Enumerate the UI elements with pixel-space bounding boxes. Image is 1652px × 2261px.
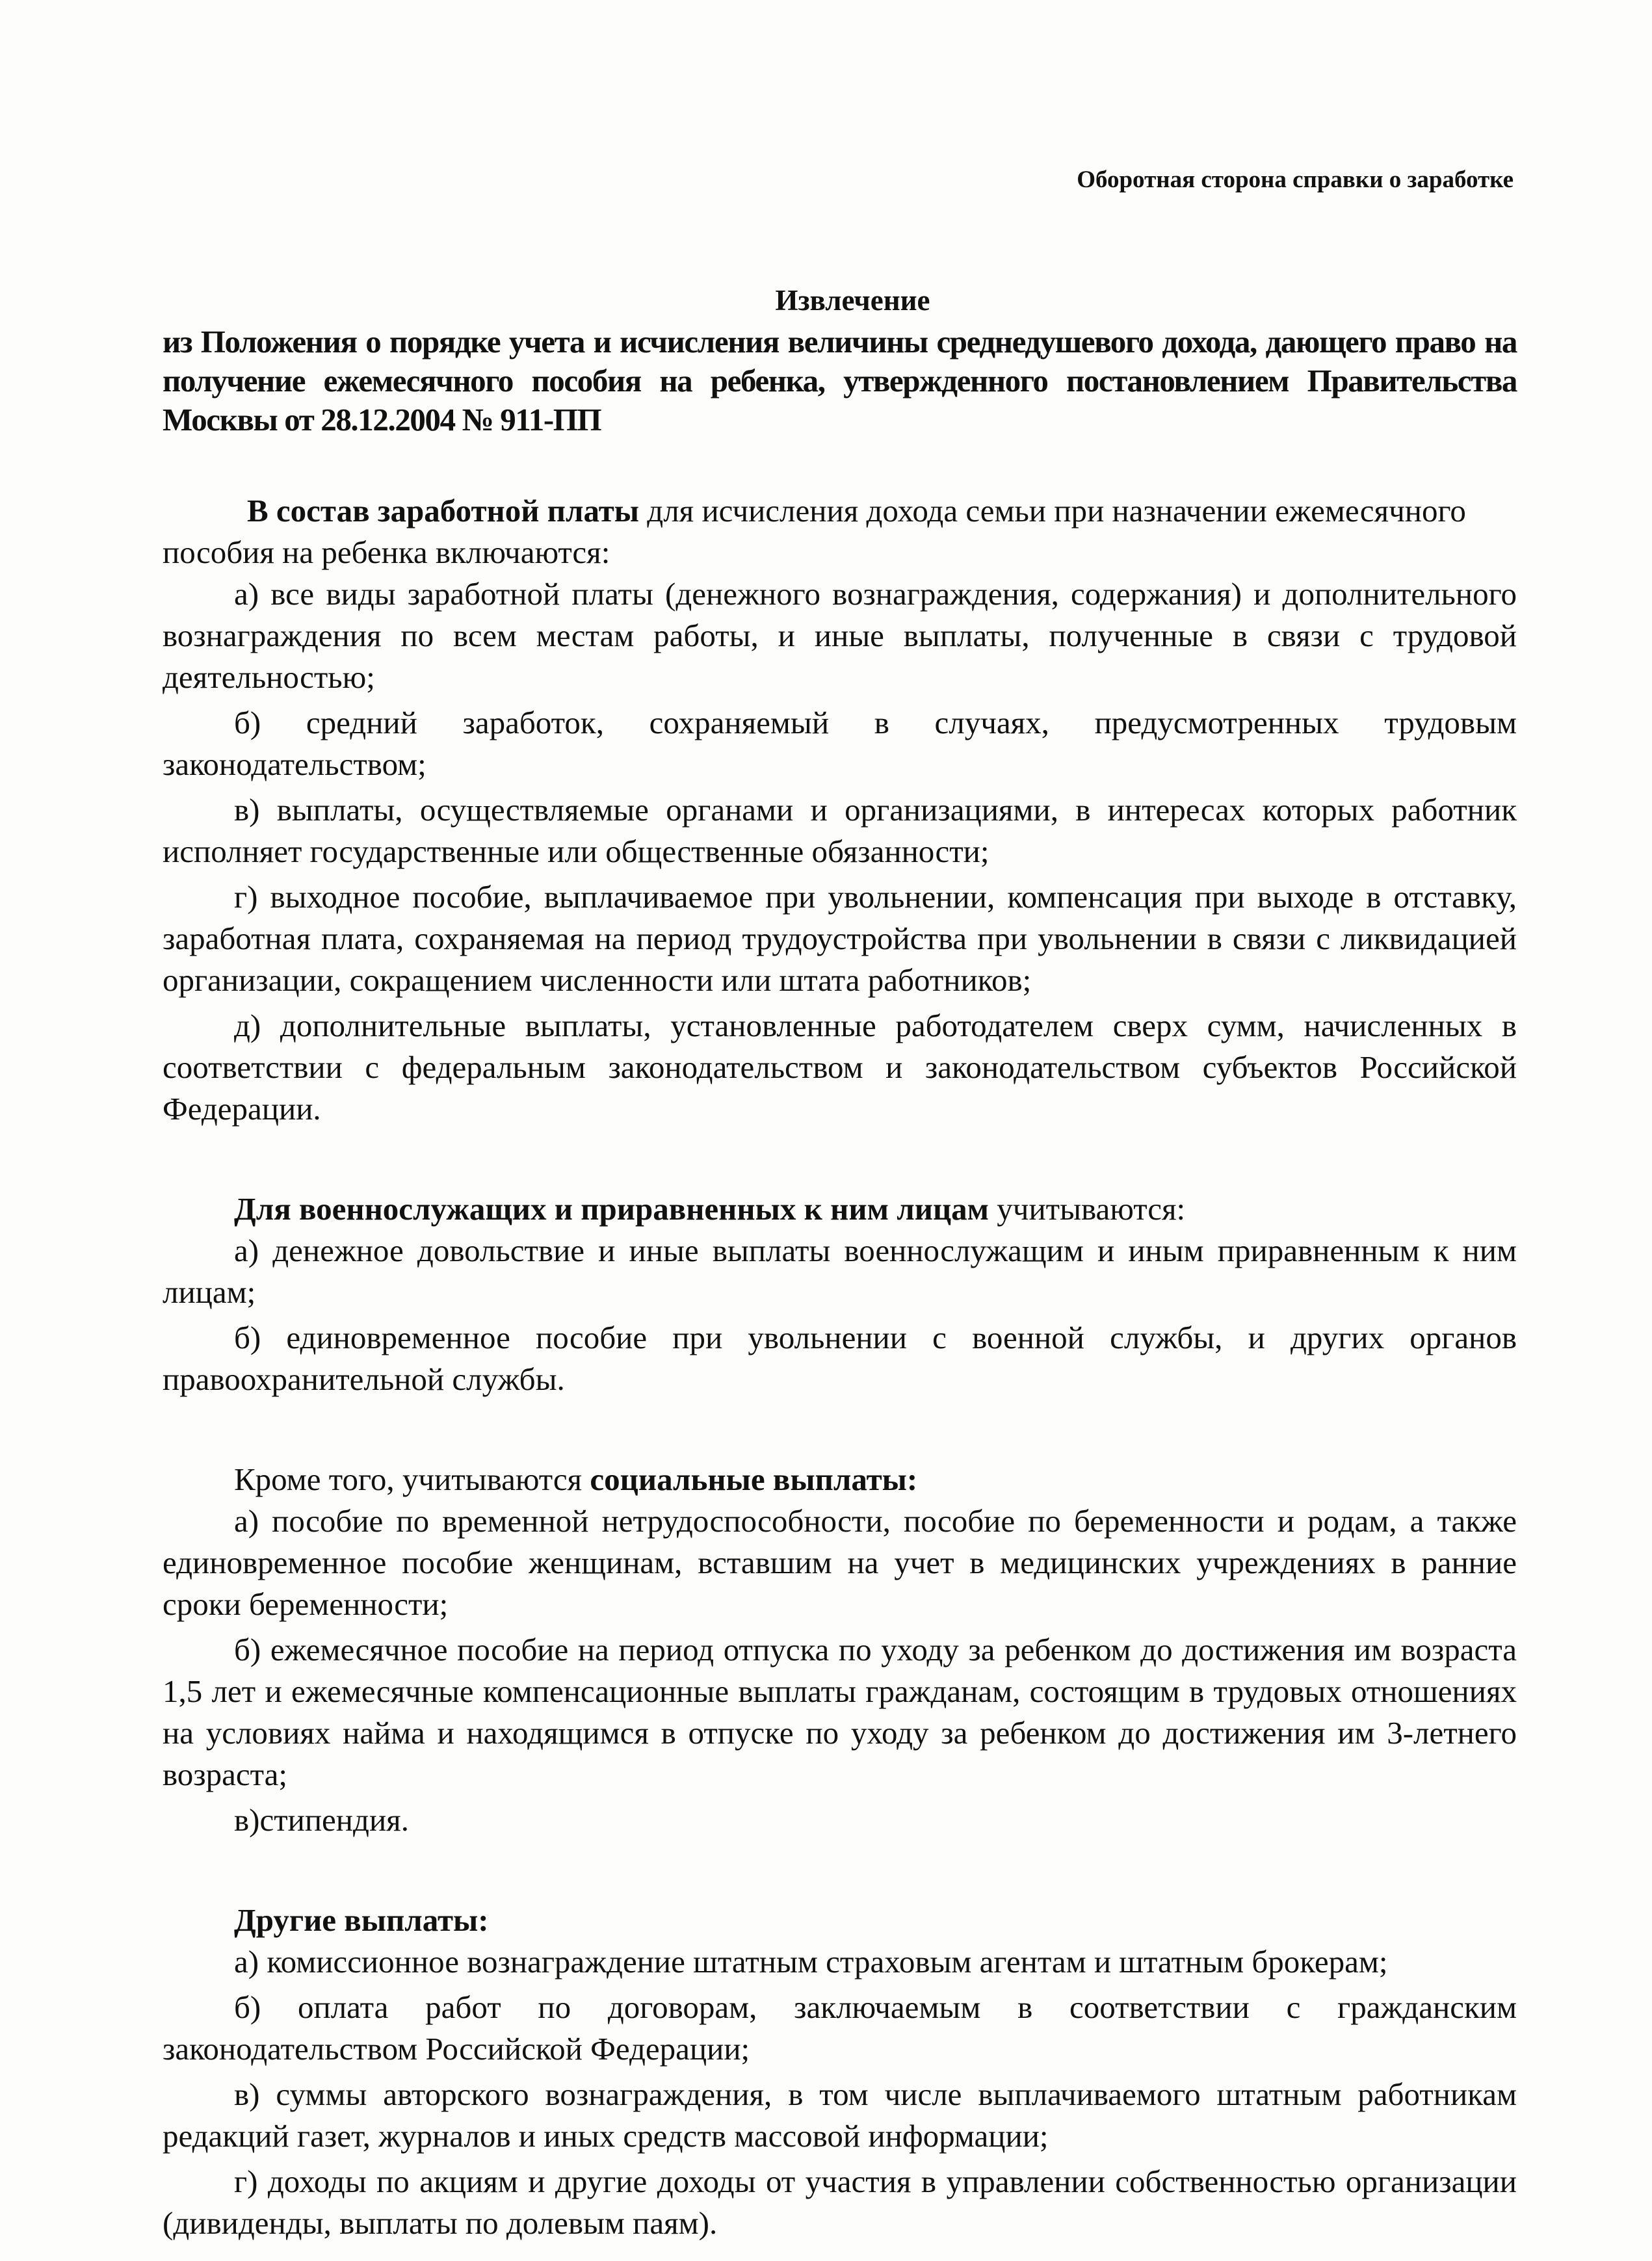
military-intro-bold: Для военнослужащих и приравненных к ним лицам	[234, 1191, 990, 1227]
social-intro	[163, 1459, 1517, 1500]
other-intro-bold: Другие выплаты:	[234, 1902, 489, 1938]
other-section	[163, 1900, 1517, 2244]
salary-item-g: г) выходное пособие, выплачиваемое при увольнении, компенсация при выходе в отставку, заработная плата, сохраняемая на период трудоустройства при увольнении в связи с ликвидацией организации, сокращением численности или штата работников;	[163, 879, 1517, 998]
social-item-b: б) ежемесячное пособие на период отпуска по уходу за ребенком до достижения им возраста 1,5 лет и ежемесячные компенсационные выплаты гражданам, состоящим в трудовых отношениях на условиях найма и находящимся в отпуске по уходу за ребенком до достижения им 3-летнего возраста;	[163, 1632, 1517, 1792]
other-item-b: б) оплата работ по договорам, заключаемым в соответствии с гражданским законодательством Российской Федерации;	[163, 1989, 1517, 2067]
document-body	[163, 280, 1517, 2248]
military-item-a: а) денежное довольствие и иные выплаты военнослужащим и иным приравненным к ним лицам;	[163, 1233, 1517, 1310]
salary-item-a: а) все виды заработной платы (денежного вознаграждения, содержания) и дополнительного вознаграждения по всем местам работы, и иные выплаты, полученные в связи с трудовой деятельностью;	[163, 576, 1517, 695]
other-intro	[163, 1900, 1517, 1941]
salary-section	[163, 490, 1517, 1130]
other-item-g: г) доходы по акциям и другие доходы от участия в управлении собственностью организации (дивиденды, выплаты по долевым паям).	[163, 2163, 1517, 2241]
social-item-a: а) пособие по временной нетрудоспособности, пособие по беременности и родам, а также единовременное пособие женщинам, вставшим на учет в медицинских учреждениях в ранние сроки беременности;	[163, 1503, 1517, 1622]
other-item-a: а) комиссионное вознаграждение штатным страховым агентам и штатным брокерам;	[234, 1944, 1388, 1980]
military-item-b: б) единовременное пособие при увольнении с военной службы, и других органов правоохранительной службы.	[163, 1320, 1517, 1397]
social-item-v: в)стипендия.	[234, 1802, 409, 1838]
document-title: Извлечение	[775, 284, 930, 317]
salary-item-d: д) дополнительные выплаты, установленные работодателем сверх сумм, начисленных в соответствии с федеральным законодательством и законодательством субъектов Российской Федерации.	[163, 1008, 1517, 1127]
military-intro-rest: учитываются:	[989, 1191, 1186, 1227]
social-intro-bold: социальные выплаты:	[590, 1461, 918, 1497]
other-item-v: в) суммы авторского вознаграждения, в том числе выплачиваемого штатным работникам редакций газет, журналов и иных средств массовой информации;	[163, 2076, 1517, 2154]
salary-intro-rest: для исчисления дохода семьи при назначении ежемесячного пособия на ребенка включаются:	[163, 493, 1466, 570]
social-intro-plain: Кроме того, учитываются	[234, 1461, 590, 1497]
military-section	[163, 1188, 1517, 1400]
header-note: Оборотная сторона справки о заработке	[1077, 166, 1514, 193]
social-section	[163, 1459, 1517, 1841]
document-subtitle: из Положения о порядке учета и исчисления величины среднедушевого дохода, дающего право на получение ежемесячного пособия на ребенка, утвержденного постановлением Правительства Москвы от 28.12.2004 № 911-ПП	[163, 324, 1517, 438]
salary-intro	[163, 490, 1517, 573]
salary-item-b: б) средний заработок, сохраняемый в случаях, предусмотренных трудовым законодательством;	[163, 705, 1517, 782]
military-intro	[163, 1188, 1517, 1230]
salary-intro-bold: В состав заработной платы	[247, 493, 640, 529]
salary-item-v: в) выплаты, осуществляемые органами и организациями, в интересах которых работник исполняет государственные или общественные обязанности;	[163, 792, 1517, 869]
